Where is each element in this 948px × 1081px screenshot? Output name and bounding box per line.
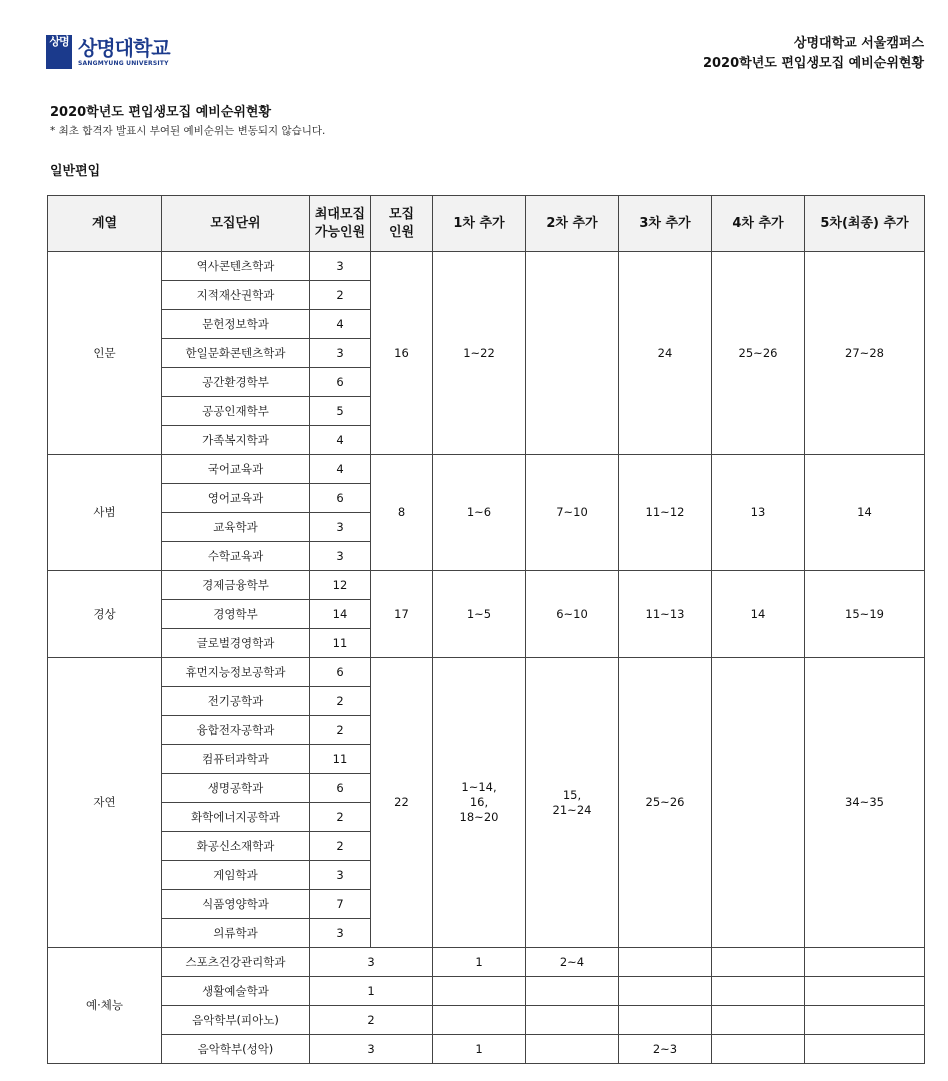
round-cell: 11~12 — [619, 455, 712, 571]
unit-name-cell: 공간환경학부 — [162, 368, 310, 397]
logo-subtitle: SANGMYUNG UNIVERSITY — [78, 60, 169, 67]
unit-name-cell: 휴먼지능정보공학과 — [162, 658, 310, 687]
round-cell: 24 — [619, 252, 712, 455]
group-name-cell: 경상 — [48, 571, 162, 658]
max-capacity-cell: 3 — [310, 542, 371, 571]
unit-name-cell: 의류학과 — [162, 919, 310, 948]
unit-name-cell: 한일문화콘텐츠학과 — [162, 339, 310, 368]
campus-name: 상명대학교 서울캠퍼스 — [793, 36, 924, 51]
column-header: 4차 추가 — [712, 196, 805, 252]
table-header-row — [48, 196, 925, 252]
max-capacity-cell: 7 — [310, 890, 371, 919]
unit-name-cell: 문헌정보학과 — [162, 310, 310, 339]
unit-name-cell: 생활예술학과 — [162, 977, 310, 1006]
quota-cell: 1 — [310, 977, 433, 1006]
university-logo — [46, 35, 170, 69]
round-cell: 14 — [712, 571, 805, 658]
quota-cell: 2 — [310, 1006, 433, 1035]
unit-name-cell: 융합전자공학과 — [162, 716, 310, 745]
max-capacity-cell: 6 — [310, 368, 371, 397]
quota-cell: 3 — [310, 948, 433, 977]
round-cell — [433, 977, 526, 1006]
table-row — [48, 977, 925, 1006]
max-capacity-cell: 6 — [310, 484, 371, 513]
unit-name-cell: 지적재산권학과 — [162, 281, 310, 310]
round-cell: 1 — [433, 1035, 526, 1064]
round-cell — [526, 1006, 619, 1035]
column-header: 2차 추가 — [526, 196, 619, 252]
header-doc-title: 2020학년도 편입생모집 예비순위현황 — [702, 56, 924, 71]
round-cell: 27~28 — [805, 252, 925, 455]
round-cell: 2~4 — [526, 948, 619, 977]
unit-name-cell: 게임학과 — [162, 861, 310, 890]
unit-name-cell: 수학교육과 — [162, 542, 310, 571]
round-cell — [805, 1035, 925, 1064]
quota-cell: 3 — [310, 1035, 433, 1064]
group-name-cell: 인문 — [48, 252, 162, 455]
unit-name-cell: 경제금융학부 — [162, 571, 310, 600]
max-capacity-cell: 2 — [310, 803, 371, 832]
max-capacity-cell: 11 — [310, 745, 371, 774]
table-row — [48, 948, 925, 977]
round-cell: 15~19 — [805, 571, 925, 658]
round-cell — [805, 977, 925, 1006]
round-cell: 1~6 — [433, 455, 526, 571]
max-capacity-cell: 3 — [310, 861, 371, 890]
group-name-cell: 자연 — [48, 658, 162, 948]
column-header: 모집단위 — [162, 196, 310, 252]
round-cell — [712, 1035, 805, 1064]
unit-name-cell: 생명공학과 — [162, 774, 310, 803]
column-header: 1차 추가 — [433, 196, 526, 252]
waitlist-table — [47, 195, 925, 1064]
max-capacity-cell: 2 — [310, 832, 371, 861]
unit-name-cell: 역사콘텐츠학과 — [162, 252, 310, 281]
round-cell — [712, 1006, 805, 1035]
table-row — [48, 455, 925, 484]
column-header: 모집 인원 — [371, 196, 433, 252]
unit-name-cell: 화공신소재학과 — [162, 832, 310, 861]
column-header: 최대모집 가능인원 — [310, 196, 371, 252]
logo-emblem: 상명 — [46, 35, 72, 69]
unit-name-cell: 음악학부(피아노) — [162, 1006, 310, 1035]
round-cell — [712, 977, 805, 1006]
max-capacity-cell: 5 — [310, 397, 371, 426]
max-capacity-cell: 3 — [310, 919, 371, 948]
quota-cell: 8 — [371, 455, 433, 571]
unit-name-cell: 경영학부 — [162, 600, 310, 629]
round-cell: 34~35 — [805, 658, 925, 948]
group-name-cell: 사범 — [48, 455, 162, 571]
group-name-cell: 예·체능 — [48, 948, 162, 1064]
round-cell: 6~10 — [526, 571, 619, 658]
round-cell — [712, 658, 805, 948]
round-cell — [805, 1006, 925, 1035]
column-header: 5차(최종) 추가 — [805, 196, 925, 252]
logo-name: 상명대학교 — [78, 36, 170, 60]
table-row — [48, 658, 925, 687]
max-capacity-cell: 6 — [310, 774, 371, 803]
unit-name-cell: 국어교육과 — [162, 455, 310, 484]
round-cell: 7~10 — [526, 455, 619, 571]
round-cell — [526, 252, 619, 455]
column-header: 계열 — [48, 196, 162, 252]
round-cell — [526, 1035, 619, 1064]
round-cell — [619, 948, 712, 977]
max-capacity-cell: 12 — [310, 571, 371, 600]
header-right — [703, 34, 924, 74]
round-cell — [619, 977, 712, 1006]
max-capacity-cell: 3 — [310, 252, 371, 281]
max-capacity-cell: 14 — [310, 600, 371, 629]
round-cell — [526, 977, 619, 1006]
round-cell: 13 — [712, 455, 805, 571]
round-cell: 2~3 — [619, 1035, 712, 1064]
max-capacity-cell: 2 — [310, 281, 371, 310]
max-capacity-cell: 3 — [310, 513, 371, 542]
table-row — [48, 1006, 925, 1035]
max-capacity-cell: 3 — [310, 339, 371, 368]
unit-name-cell: 글로벌경영학과 — [162, 629, 310, 658]
unit-name-cell: 음악학부(성악) — [162, 1035, 310, 1064]
quota-cell: 17 — [371, 571, 433, 658]
quota-cell: 16 — [371, 252, 433, 455]
page-note: * 최초 합격자 발표시 부여된 예비순위는 변동되지 않습니다. — [50, 125, 326, 137]
max-capacity-cell: 2 — [310, 716, 371, 745]
unit-name-cell: 컴퓨터과학과 — [162, 745, 310, 774]
round-cell: 25~26 — [712, 252, 805, 455]
column-header: 3차 추가 — [619, 196, 712, 252]
unit-name-cell: 식품영양학과 — [162, 890, 310, 919]
round-cell — [433, 1006, 526, 1035]
round-cell — [805, 948, 925, 977]
round-cell: 15, 21~24 — [526, 658, 619, 948]
max-capacity-cell: 4 — [310, 455, 371, 484]
round-cell: 1~22 — [433, 252, 526, 455]
max-capacity-cell: 4 — [310, 426, 371, 455]
round-cell — [619, 1006, 712, 1035]
round-cell: 14 — [805, 455, 925, 571]
unit-name-cell: 공공인재학부 — [162, 397, 310, 426]
table-row — [48, 1035, 925, 1064]
quota-cell: 22 — [371, 658, 433, 948]
unit-name-cell: 스포츠건강관리학과 — [162, 948, 310, 977]
round-cell: 1 — [433, 948, 526, 977]
unit-name-cell: 전기공학과 — [162, 687, 310, 716]
page-title: 2020학년도 편입생모집 예비순위현황 — [50, 105, 272, 120]
section-title: 일반편입 — [50, 164, 101, 179]
max-capacity-cell: 6 — [310, 658, 371, 687]
unit-name-cell: 가족복지학과 — [162, 426, 310, 455]
round-cell: 1~14, 16, 18~20 — [433, 658, 526, 948]
max-capacity-cell: 4 — [310, 310, 371, 339]
unit-name-cell: 화학에너지공학과 — [162, 803, 310, 832]
round-cell: 11~13 — [619, 571, 712, 658]
round-cell: 25~26 — [619, 658, 712, 948]
unit-name-cell: 교육학과 — [162, 513, 310, 542]
table-row — [48, 252, 925, 281]
unit-name-cell: 영어교육과 — [162, 484, 310, 513]
round-cell: 1~5 — [433, 571, 526, 658]
table-row — [48, 571, 925, 600]
max-capacity-cell: 2 — [310, 687, 371, 716]
max-capacity-cell: 11 — [310, 629, 371, 658]
round-cell — [712, 948, 805, 977]
